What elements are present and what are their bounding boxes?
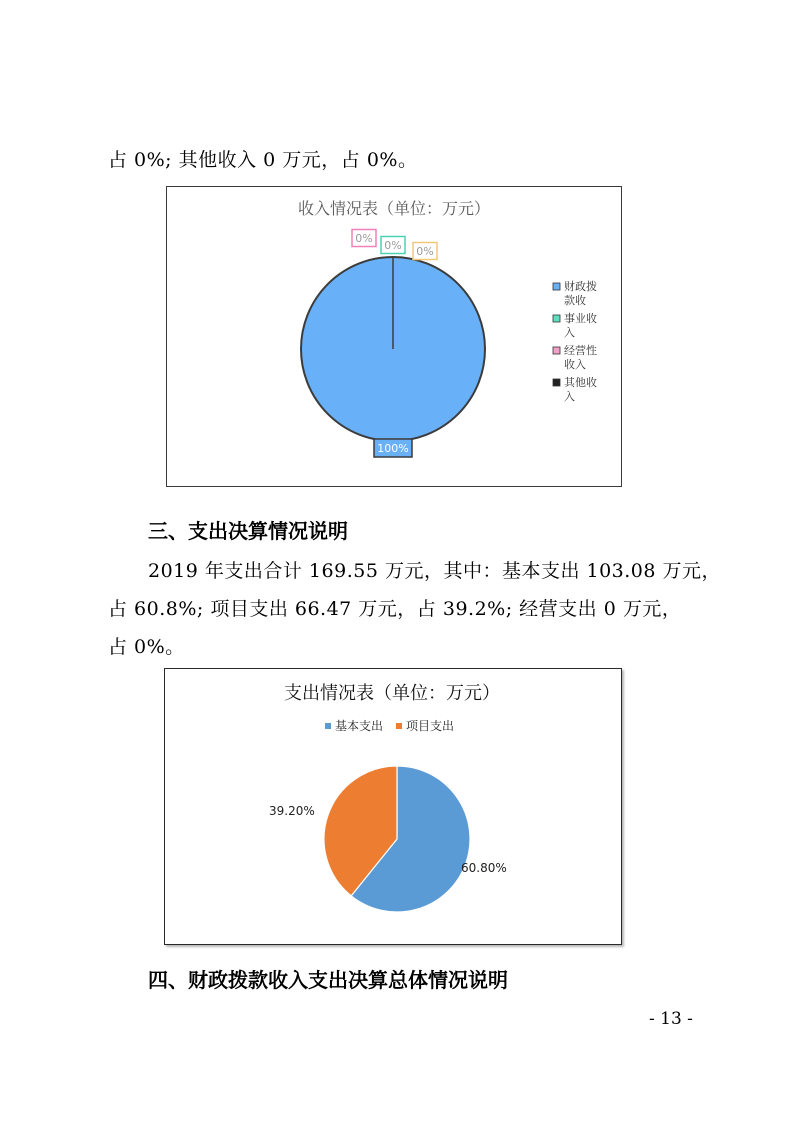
chart-title: 支出情况表（单位：万元）: [284, 683, 500, 704]
legend-swatch-2: [553, 347, 560, 354]
legend-swatch-3: [553, 379, 560, 386]
legend-label-0: 财政拨: [564, 280, 597, 293]
paragraph-line: 占 0%; 其他收入 0 万元，占 0%。: [108, 149, 418, 171]
data-label-3: 0%: [416, 245, 434, 258]
section-heading: 四、财政拨款收入支出决算总体情况说明: [148, 968, 508, 992]
section-heading: 三、支出决算情况说明: [148, 519, 348, 543]
income-pie-chart: [167, 187, 621, 486]
data-label-0: 100%: [377, 442, 409, 455]
paragraph-line: 2019 年支出合计 169.55 万元，其中：基本支出 103.08 万元，: [148, 560, 722, 582]
legend-label-1: 入: [564, 326, 575, 339]
data-label-1: 0%: [384, 239, 402, 252]
paragraph-line: 占 60.8%; 项目支出 66.47 万元，占 39.2%; 经营支出 0 万元，: [108, 598, 682, 620]
legend-swatch-1: [553, 315, 560, 322]
income-chart-frame: [166, 186, 622, 487]
data-label-0: 60.80%: [461, 861, 507, 875]
chart-title: 收入情况表（单位：万元）: [297, 199, 491, 218]
paragraph-line: 占 0%。: [108, 636, 185, 658]
legend-label-2: 收入: [564, 358, 586, 371]
legend-label-3: 入: [564, 390, 575, 403]
legend-label-3: 其他收: [564, 376, 597, 389]
legend-swatch-1: [396, 723, 402, 729]
legend-swatch-0: [553, 283, 560, 290]
expense-pie-chart: [165, 669, 620, 943]
legend-label-2: 经营性: [564, 344, 597, 357]
data-label-2: 0%: [355, 232, 373, 245]
legend-label-0: 款收: [564, 294, 586, 307]
legend-swatch-0: [325, 723, 331, 729]
legend-label-1: 项目支出: [406, 719, 455, 733]
page-number: - 13 -: [649, 1009, 693, 1029]
legend-label-1: 事业收: [564, 312, 597, 325]
expense-chart-frame: [164, 668, 622, 945]
legend-label-0: 基本支出: [335, 719, 384, 733]
data-label-1: 39.20%: [269, 804, 315, 818]
